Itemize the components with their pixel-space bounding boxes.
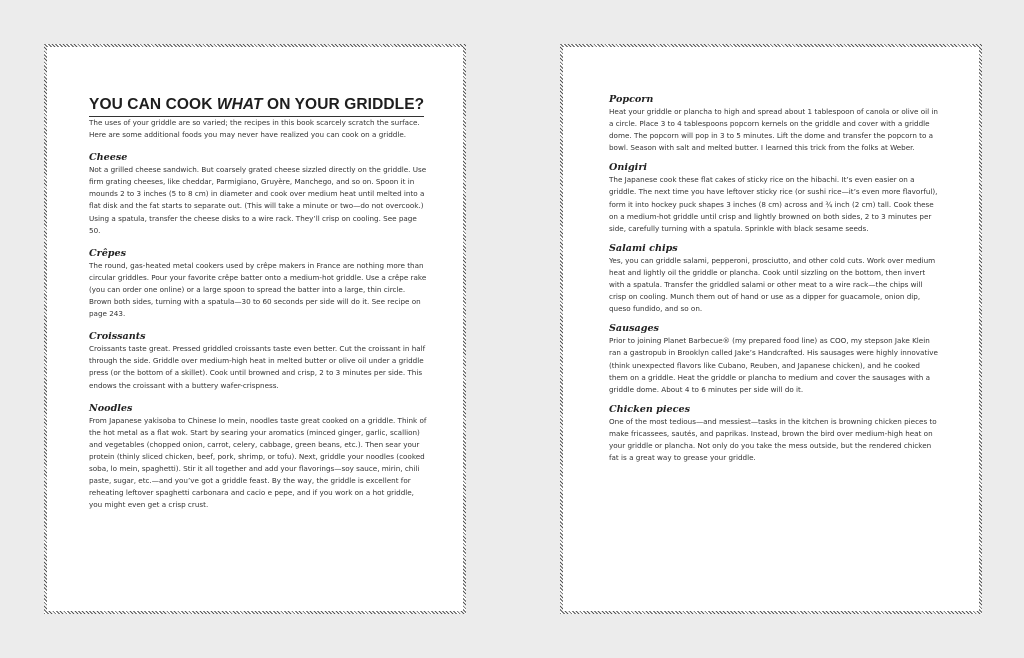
section-noodles — [89, 403, 427, 512]
section-heading: Salami chips — [609, 242, 678, 254]
section-text: Heat your griddle or plancha to high and spread about 1 tablespoon of canola or olive oil in a circle. Place 3 to 4 tablespoons popcorn kernels on the griddle and cover with a griddle dome. The popcorn will pop in 3 to 5 minutes. Lift the dome and transfer the popcorn to a bowl. Season with salt and melted butter. I learned this trick from the folks at Weber. — [609, 107, 938, 153]
section-text: One of the most tedious—and messiest—tasks in the kitchen is browning chicken pieces to make fricassees, sautés, and paprikas. Instead, brown the bird over medium-high heat on your griddle or plancha. Not only do you take the mess outside, but the rendered chicken fat is a great way to grease your griddle. — [609, 416, 937, 463]
section-salami-chips — [609, 243, 941, 315]
section-text: Prior to joining Planet Barbecue® (my prepared food line) as COO, my stepson Jake Klein ran a gastropub in Brooklyn called Jake’s Handcrafted. His sausages were highly innovative (think unexpected flavors like Cubano, Reuben, and Japanese chicken), and he cooked them on a griddle. Heat the griddle or plancha to medium and cover the sausages with a griddle dome. About 4 to 6 minutes per side will do it. — [609, 336, 938, 394]
section-sausages — [609, 323, 941, 395]
section-croissants — [89, 331, 427, 391]
title-emphasis: WHAT — [216, 96, 263, 113]
section-heading: Cheese — [89, 152, 128, 164]
section-heading: Popcorn — [609, 94, 654, 105]
section-heading: Crêpes — [89, 247, 127, 259]
section-text: Yes, you can griddle salami, pepperoni, prosciutto, and other cold cuts. Work over medium heat and lightly oil the griddle or plancha. Cook until sizzling on the bottom, then invert with a spatula. Transfer the griddled salami or other meat to a wire rack—the chips will crisp on cooling. Munch them out of hand or use as a dipper for guacamole, onion dip, queso fundido, and so on. — [609, 255, 936, 314]
section-text: The Japanese cook these flat cakes of sticky rice on the hibachi. It’s even easier on a griddle. The next time you have leftover sticky rice (or sushi rice—it’s even more flavorful), form it into hockey puck shapes 3 inches (8 cm) across and ¾ inch (2 cm) tall. Cook these on a medium-hot griddle until crisp and lightly browned on both sides, 2 to 3 minutes per side, carefully turning with a spatula. Sprinkle with black sesame seeds. — [609, 175, 938, 233]
section-text: From Japanese yakisoba to Chinese lo mein, noodles taste great cooked on a griddle. Think of the hot metal as a flat wok. Start by searing your aromatics (minced ginger, garlic, scallion) and vegetables (chopped onion, carrot, celery, cabbage, green beans, etc.). Then sear your protein (thinly sliced chicken, beef, pork, shrimp, or tofu). Next, griddle your noodles (cooked soba, lo mein, spaghetti). Stir it all together and add your flavorings—soy sauce, mirin, chili paste, sugar, etc.—and you’ve got a griddle feast. By the way, the griddle is excellent for reheating leftover spaghetti carbonara and cacio e pepe, and if you work on a hot griddle, you might even get a crisp crust. — [89, 415, 427, 510]
section-heading: Sausages — [609, 323, 659, 335]
title-suffix: ON YOUR GRIDDLE? — [262, 96, 425, 113]
section-onigiri — [609, 162, 941, 234]
section-crepes — [89, 248, 427, 320]
page-title — [89, 96, 424, 117]
section-cheese — [89, 152, 427, 237]
section-text: Not a grilled cheese sandwich. But coarsely grated cheese sizzled directly on the griddle. Use firm grating cheeses, like cheddar, Parmigiano, Gruyère, Manchego, and so on. Spoon it in mounds 2 to 3 inches (5 to 8 cm) in diameter and cook over medium heat until melted into a flat disk and the fat starts to separate out. (This will take a minute or two—do not overcook.) Using a spatula, transfer the cheese disks to a wire rack. They’ll crisp on cooling. See page 50. — [89, 165, 427, 235]
section-heading: Croissants — [89, 331, 146, 343]
title-prefix: YOU CAN COOK — [89, 96, 217, 113]
section-text: The round, gas-heated metal cookers used by crêpe makers in France are nothing more than circular griddles. Pour your favorite crêpe batter onto a medium-hot griddle. Use a crêpe rake (you can order one online) or a large spoon to spread the batter into a large, thin circle. Brown both sides, turning with a spatula—30 to 60 seconds per side will do it. See recipe on page 243. — [89, 260, 427, 319]
section-heading: Chicken pieces — [609, 403, 690, 415]
right-page-content — [609, 94, 941, 611]
section-chicken-pieces — [609, 404, 941, 464]
intro-paragraph: The uses of your griddle are so varied; the recipes in this book scarcely scratch the surface. Here are some additional foods you may never have realized you can cook on a griddle. — [89, 118, 420, 140]
right-page — [560, 44, 982, 614]
section-heading: Noodles — [89, 402, 133, 414]
section-popcorn — [609, 94, 941, 154]
left-page-content — [89, 94, 427, 611]
section-heading: Onigiri — [609, 162, 648, 174]
section-text: Croissants taste great. Pressed griddled croissants taste even better. Cut the croissant in half through the side. Griddle over medium-high heat in melted butter or olive oil under a griddle press (or the bottom of a skillet). Cook until browned and crisp, 2 to 3 minutes per side. This endows the croissant with a buttery wafer-crispness. — [89, 344, 426, 390]
left-page — [44, 44, 466, 614]
